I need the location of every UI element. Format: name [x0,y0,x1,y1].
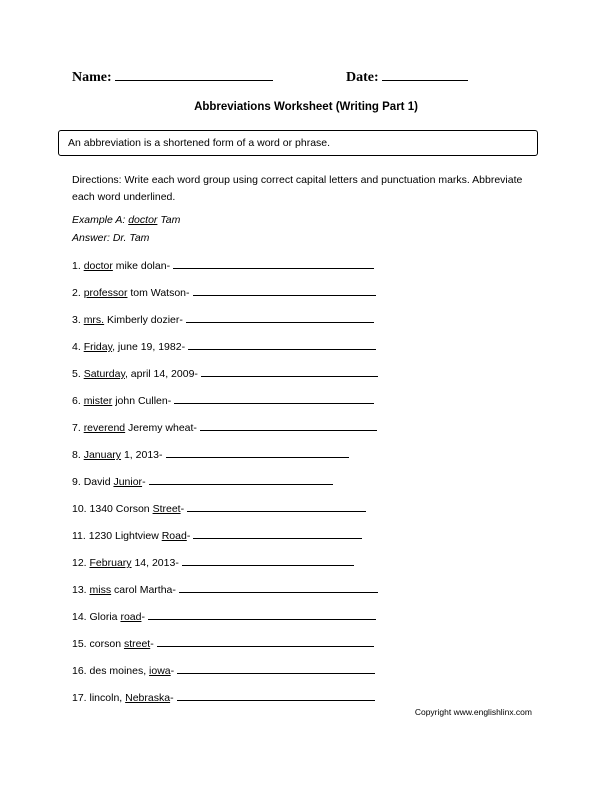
answer-blank[interactable] [174,394,374,404]
answer-blank[interactable] [187,502,366,512]
item-number: 14. [72,611,90,623]
item-text-after: - [142,476,146,488]
exercise-item [72,556,354,569]
item-text-after: Jeremy wheat- [125,422,197,434]
item-underlined-word: professor [83,287,128,299]
item-number: 3. [72,314,84,326]
item-number: 7. [72,422,84,434]
item-underlined-word: mister [83,395,113,407]
item-text-after: - [170,665,175,677]
exercise-item [72,448,349,461]
date-label: Date: [346,70,379,85]
exercise-item [72,664,375,677]
item-number: 8. [72,449,84,461]
exercise-item [72,691,375,704]
date-blank[interactable] [382,80,468,81]
item-text-before: 1230 Lightview [88,530,162,542]
item-text-after: - [180,503,185,515]
item-number: 11. [72,530,89,542]
answer-blank[interactable] [148,610,376,620]
item-number: 15. [72,638,90,650]
exercise-item [72,610,376,623]
item-underlined-word: Nebraska [125,692,171,704]
item-number: 6. [72,395,84,407]
exercise-item [72,421,377,434]
definition-text: An abbreviation is a shortened form of a word or phrase. [68,137,331,149]
item-number: 4. [72,341,84,353]
item-text-after: Kimberly dozier- [104,314,183,326]
name-blank[interactable] [115,80,273,81]
exercise-item [72,367,378,380]
exercise-item [72,259,374,272]
item-text-after: mike dolan- [112,260,171,272]
exercise-item [72,502,366,515]
answer-blank[interactable] [193,529,362,539]
definition-box [58,130,538,156]
example-rest: Tam [157,214,181,226]
item-text-after: 14, 2013- [131,557,179,569]
item-text-before: corson [89,638,124,650]
exercise-item [72,583,378,596]
item-underlined-word: Junior [113,476,143,488]
item-underlined-word: iowa [149,665,171,677]
answer-blank[interactable] [157,637,374,647]
answer-blank[interactable] [186,313,374,323]
item-underlined-word: January [83,449,122,461]
item-number: 1. [72,260,84,272]
answer-blank[interactable] [193,286,376,296]
item-number: 13. [72,584,90,596]
name-label: Name: [72,70,112,85]
item-text-after: , april 14, 2009- [124,368,198,380]
item-number: 9. [72,476,84,488]
item-underlined-word: street [123,638,151,650]
exercise-item [72,475,333,488]
item-underlined-word: road [120,611,142,623]
answer-blank[interactable] [182,556,354,566]
worksheet-title: Abbreviations Worksheet (Writing Part 1) [194,101,418,113]
item-underlined-word: Street [152,503,181,515]
answer-blank[interactable] [149,475,333,485]
item-text-after: 1, 2013- [121,449,163,461]
item-text-after: - [150,638,154,650]
item-text-after: tom Watson- [127,287,190,299]
item-underlined-word: Saturday [83,368,125,380]
item-number: 16. [72,665,90,677]
item-number: 10. [72,503,90,515]
answer-blank[interactable] [177,664,375,674]
answer-blank[interactable] [188,340,376,350]
item-underlined-word: Road [161,530,187,542]
item-text-before: Gloria [89,611,121,623]
item-underlined-word: mrs. [83,314,105,326]
item-number: 12. [72,557,90,569]
item-underlined-word: February [89,557,132,569]
answer-blank[interactable] [179,583,378,593]
item-text-after: - [186,530,191,542]
item-text-before: des moines, [89,665,150,677]
exercise-item [72,340,376,353]
copyright-text: Copyright www.englishlinx.com [414,707,532,717]
item-text-before: 1340 Corson [89,503,153,515]
directions-text: Directions: Write each word group using correct capital letters and punctuation marks. Abbreviate each word underlined. [72,174,523,203]
exercise-item [72,394,374,407]
item-underlined-word: Friday [83,341,113,353]
item-underlined-word: doctor [83,260,113,272]
example-prefix: Example A: [72,214,129,226]
item-number: 5. [72,368,84,380]
item-text-after: - [170,692,174,704]
item-number: 17. [72,692,90,704]
example-underlined: doctor [128,214,158,226]
answer-blank[interactable] [166,448,349,458]
answer-blank[interactable] [173,259,374,269]
item-text-after: john Cullen- [112,395,172,407]
answer-blank[interactable] [201,367,378,377]
example-answer: Answer: Dr. Tam [72,232,150,244]
answer-blank[interactable] [200,421,377,431]
item-underlined-word: reverend [83,422,126,434]
item-underlined-word: miss [89,584,112,596]
item-text-after: carol Martha- [111,584,176,596]
date-field[interactable] [346,70,468,86]
item-number: 2. [72,287,84,299]
answer-blank[interactable] [177,691,375,701]
exercise-item [72,313,374,326]
exercise-item [72,637,374,650]
item-text-after: - [141,611,145,623]
name-field[interactable] [72,70,273,86]
item-text-before: lincoln, [89,692,126,704]
item-text-after: , june 19, 1982- [112,341,186,353]
example-line [72,214,180,226]
item-text-before: David [83,476,114,488]
exercise-item [72,286,376,299]
exercise-item [72,529,362,542]
